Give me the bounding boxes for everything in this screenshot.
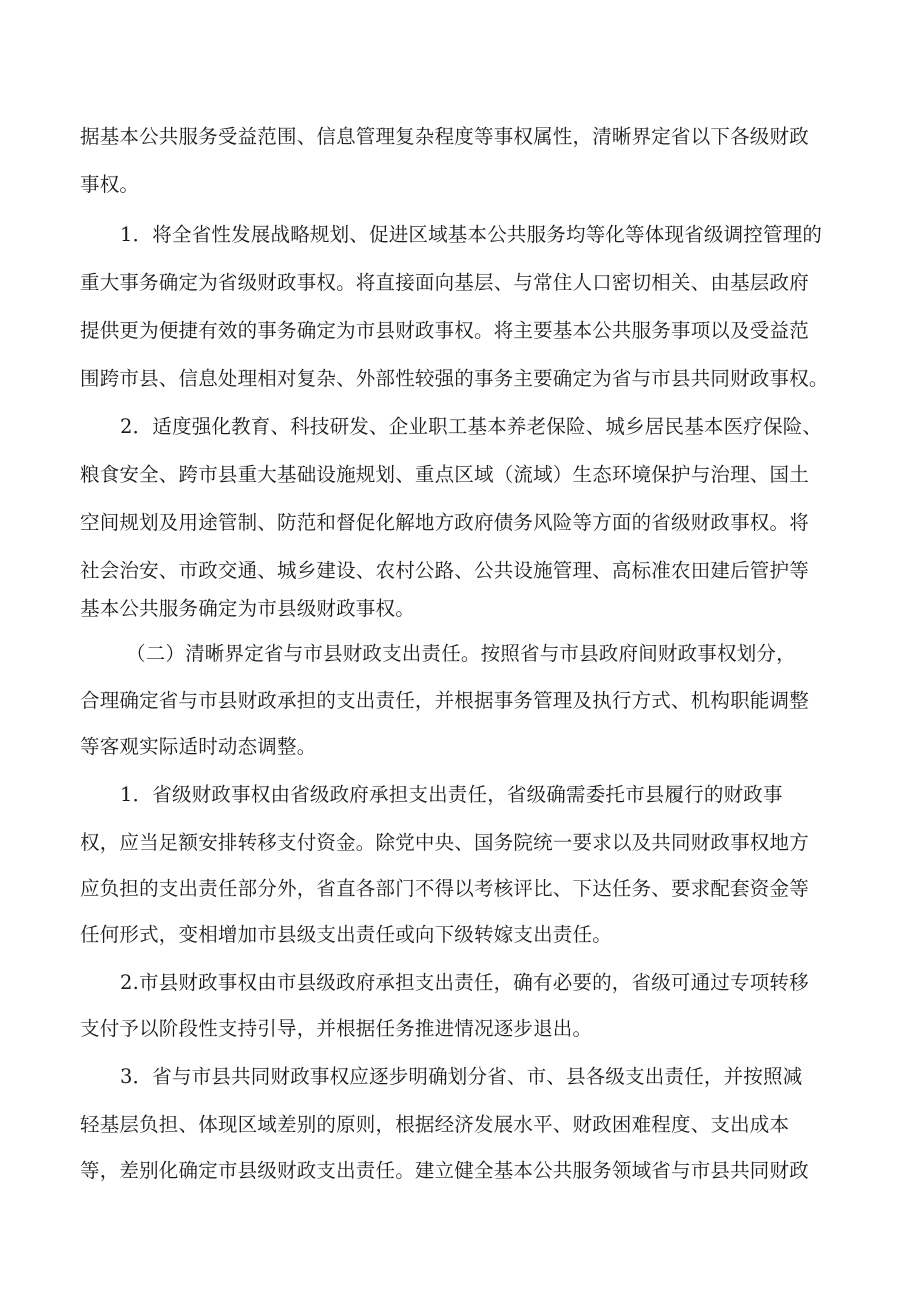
text-line: 围跨市县、信息处理相对复杂、外部性较强的事务主要确定为省与市县共同财政事权。 xyxy=(80,367,829,390)
text-line: 事权。 xyxy=(80,173,140,196)
text-line: 空间规划及用途管制、防范和督促化解地方政府债务风险等方面的省级财政事权。将 xyxy=(80,511,809,534)
text-line: 基本公共服务确定为市县级财政事权。 xyxy=(80,597,415,620)
text-line: 据基本公共服务受益范围、信息管理复杂程度等事权属性，清晰界定省以下各级财政 xyxy=(80,125,809,148)
text-line: 重大事务确定为省级财政事权。将直接面向基层、与常住人口密切相关、由基层政府 xyxy=(80,271,809,294)
text-line: （二）清晰界定省与市县财政支出责任。按照省与市县政府间财政事权划分， xyxy=(126,642,796,665)
text-line: 支付予以阶段性支持引导，并根据任务推进情况逐步退出。 xyxy=(80,1017,593,1040)
text-line: 权，应当足额安排转移支付资金。除党中央、国务院统一要求以及共同财政事权地方 xyxy=(80,831,809,854)
text-line: 等，差别化确定市县级财政支出责任。建立健全基本公共服务领域省与市县共同财政 xyxy=(80,1159,809,1182)
text-line: 应负担的支出责任部分外，省直各部门不得以考核评比、下达任务、要求配套资金等 xyxy=(80,877,809,900)
text-line: 2.市县财政事权由市县级政府承担支出责任，确有必要的，省级可通过专项转移 xyxy=(120,971,809,994)
text-line: 提供更为便捷有效的事务确定为市县财政事权。将主要基本公共服务事项以及受益范 xyxy=(80,319,809,342)
text-line: 轻基层负担、体现区域差别的原则，根据经济发展水平、财政困难程度、支出成本 xyxy=(80,1113,790,1136)
text-line: 1．省级财政事权由省级政府承担支出责任，省级确需委托市县履行的财政事 xyxy=(120,783,783,806)
text-line: 社会治安、市政交通、城乡建设、农村公路、公共设施管理、高标准农田建后管护等 xyxy=(80,559,809,582)
text-line: 2．适度强化教育、科技研发、企业职工基本养老保险、城乡居民基本医疗保险、 xyxy=(120,415,823,438)
text-line: 粮食安全、跨市县重大基础设施规划、重点区域（流域）生态环境保护与治理、国土 xyxy=(80,463,809,486)
text-line: 任何形式，变相增加市县级支出责任或向下级转嫁支出责任。 xyxy=(80,923,612,946)
text-line: 合理确定省与市县财政承担的支出责任，并根据事务管理及执行方式、机构职能调整 xyxy=(80,689,809,712)
text-line: 等客观实际适时动态调整。 xyxy=(80,735,317,758)
text-line: 1．将全省性发展战略规划、促进区域基本公共服务均等化等体现省级调控管理的 xyxy=(120,223,823,246)
text-line: 3．省与市县共同财政事权应逐步明确划分省、市、县各级支出责任，并按照减 xyxy=(120,1065,803,1088)
